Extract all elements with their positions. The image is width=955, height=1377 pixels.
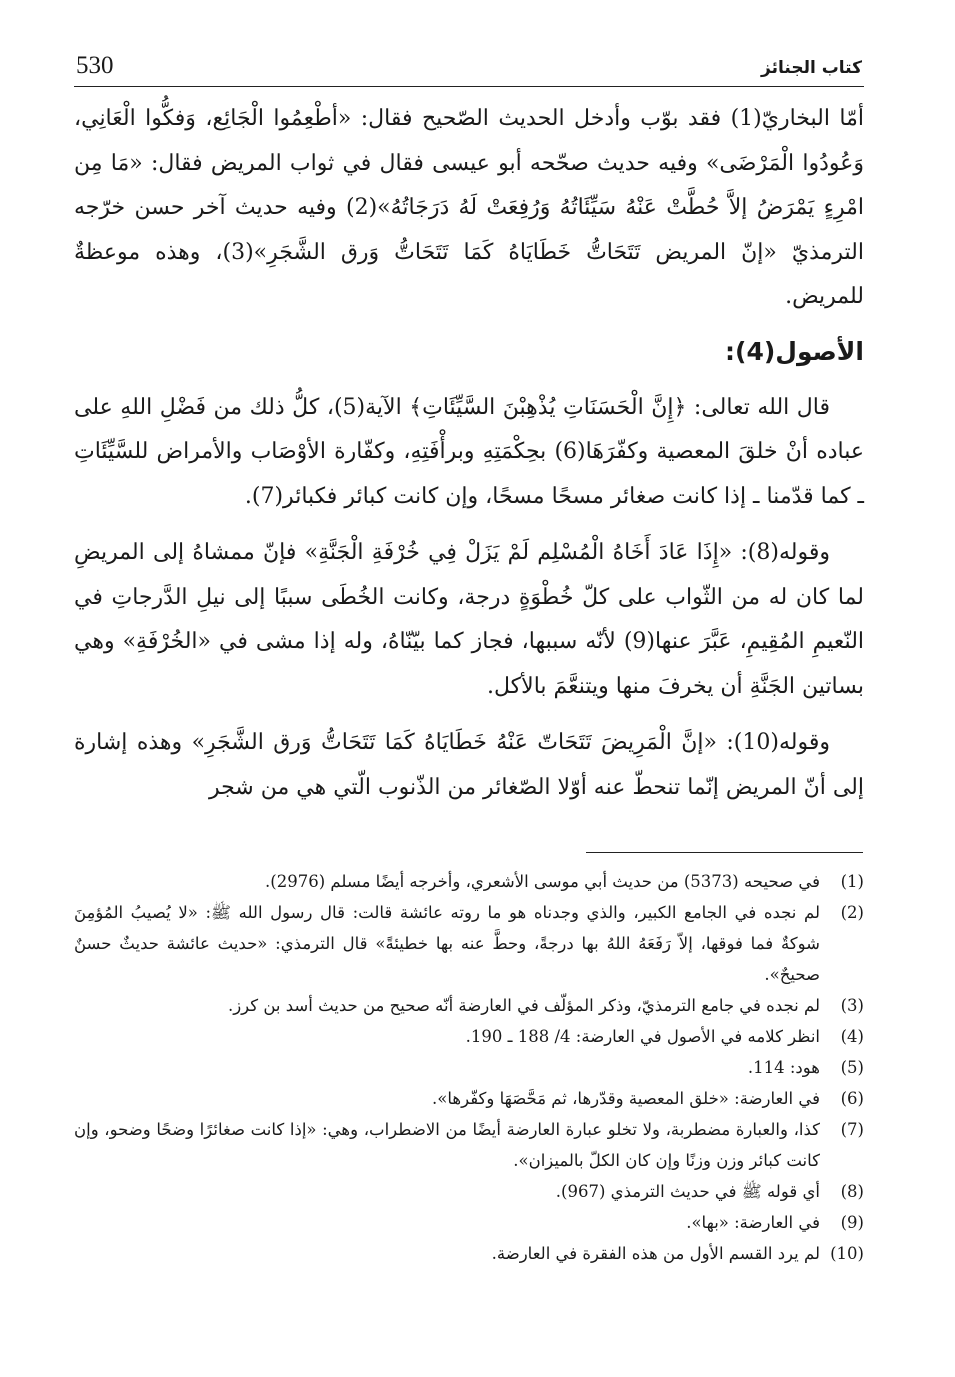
footnote-text: هود: 114. <box>747 1058 820 1077</box>
footnote-number: (10) <box>830 1244 864 1263</box>
footnote-item <box>74 1238 864 1269</box>
footnote-text: لم يرد القسم الأول من هذه الفقرة في العارضة. <box>491 1244 820 1263</box>
paragraph-4: وقوله(10): «إنَّ الْمَرِيضَ تَتَحَاتّ عَنْهُ خَطَايَاهُ كَمَا تَتَحَاتُّ وَرق الشَّجَرِ» وهذه إشارة إلى أنّ المريض إنّما تنحطّ عنه أوّلا الصّغائر من الذّنوب الّتي هي من شجر <box>74 730 864 800</box>
footnote-text: في صحيحه (5373) من حديث أبي موسى الأشعري، وأخرجه أيضًا مسلم (2976). <box>265 872 820 891</box>
paragraph-2: قال الله تعالى: ﴿إِنَّ الْحَسَنَاتِ يُذْهِبْنَ السَّيِّئَاتِ﴾ الآية(5)، كلُّ ذلك من فَضْلِ اللهِ على عباده أنْ خلقَ المعصية وكفّرَهَا(6) بحِكْمَتِهِ وبرأْفَتِهِ، وكفّارة الأوْصَاب والأمراض للسَّيِّئَاتِ ـ كما قدّمنا ـ إذا كانت صغائر مسحًا مسحًا، وإن كانت كبائر فكبائر(7). <box>74 394 864 509</box>
footnote-number: (7) <box>840 1120 864 1139</box>
footnote-item <box>74 1207 864 1238</box>
running-title: كتاب الجنائز <box>761 58 862 78</box>
main-text <box>74 97 864 810</box>
footnote-text: انظر كلامه في الأصول في العارضة: 4/ 188 ـ 190. <box>465 1027 820 1046</box>
footnotes <box>74 866 864 1269</box>
footnote-number: (2) <box>840 903 864 922</box>
footnote-separator <box>586 852 863 853</box>
footnote-item <box>74 1021 864 1052</box>
footnote-number: (9) <box>840 1213 864 1232</box>
footnote-text: لم نجده في جامع الترمذيّ، وذكر المؤلّف في العارضة أنّه صحيح من حديث أسد بن كرز. <box>227 996 820 1015</box>
footnote-text: في العارضة: «خلق المعصية وقدّرها، ثم مَحَّصَهَا وكفّرها». <box>432 1089 820 1108</box>
page <box>74 52 864 822</box>
footnote-item <box>74 990 864 1021</box>
footnote-number: (4) <box>840 1027 864 1046</box>
footnote-number: (6) <box>840 1089 864 1108</box>
footnote-item <box>74 866 864 897</box>
footnote-item <box>74 1083 864 1114</box>
page-number: 530 <box>76 52 114 79</box>
footnote-item <box>74 1114 864 1176</box>
footnote-item <box>74 1176 864 1207</box>
paragraph-3: وقوله(8): «إِذَا عَادَ أَخَاهُ الْمُسْلِم لَمْ يَزَلْ فِي خُرْفَةِ الْجَنَّةِ» فإنّ ممشاهُ إلى المريضِ لما كان له من الثّواب على كلّ خُطْوَةٍ درجة، وكانت الخُطَى سببًا إلى نيلِ الدَّرجاتِ في النّعيمِ المُقِيمِ، عَبَّرَ عنها(9) لأنّه سببها، فجاز كما بيّنّاهُ، وله إذا مشى في «الخُرْفَةِ» وهي بساتين الجَنَّةِ أن يخرفَ منها ويتنعَّمَ بالأكل. <box>74 540 865 699</box>
section-heading: الأصول(4): <box>725 336 864 366</box>
footnote-number: (5) <box>840 1058 864 1077</box>
paragraph-1: أمّا البخاريّ(1) فقد بوّب وأدخل الحديث الصّحيح فقال: «أطْعِمُوا الْجَائِع، وَفكُّوا الْعَانِي، وَعُودُوا الْمَرْضَى» وفيه حديث صحّحه أبو عيسى فقال في ثواب المريض فقال: «مَا مِن امْرِءٍ يَمْرَضُ إلاَّ حُطَّتْ عَنْهُ سَيِّئَاتُهُ وَرُفِعَتْ لَهُ دَرَجَاتُهُ»(2) وفيه حديث آخر حسن خرّجه الترمذيّ «إنّ المريض تَتَحَاتُّ خَطَايَاهُ كَمَا تَتَحَاتُّ وَرق الشَّجَرِ»(3)، وهذه موعظةٌ للمريض. <box>74 106 864 309</box>
page-header <box>74 52 864 87</box>
footnote-number: (8) <box>840 1182 864 1201</box>
footnote-item <box>74 1052 864 1083</box>
footnote-text: كذا، والعبارة مضطربة، ولا تخلو عبارة العارضة أيضًا من الاضطراب، وهي: «إذا كانت صغائرًا وضحًا وضحو، وإن كانت كبائر وزن وزنًا وإن كان الكلّ بالميزان». <box>74 1120 820 1170</box>
footnote-number: (1) <box>840 872 864 891</box>
footnote-number: (3) <box>840 996 864 1015</box>
footnote-text: أي قوله ﷺ في حديث الترمذي (967). <box>555 1182 820 1201</box>
footnote-item <box>74 897 864 990</box>
footnote-text: في العارضة: «بها». <box>686 1213 820 1232</box>
footnote-text: لم نجده في الجامع الكبير، والذي وجدناه هو ما روته عائشة قالت: قال رسول الله ﷺ: «لا يُصيبُ المُؤمِنَ شوكةٌ فما فوقها، إلاّ رَفَعَهُ اللهُ بها درجةً، وحطَّ عنه بها خطيئةً» قال الترمذي: «حديث عائشة حديثٌ حسنٌ صحيحٌ». <box>74 903 820 984</box>
